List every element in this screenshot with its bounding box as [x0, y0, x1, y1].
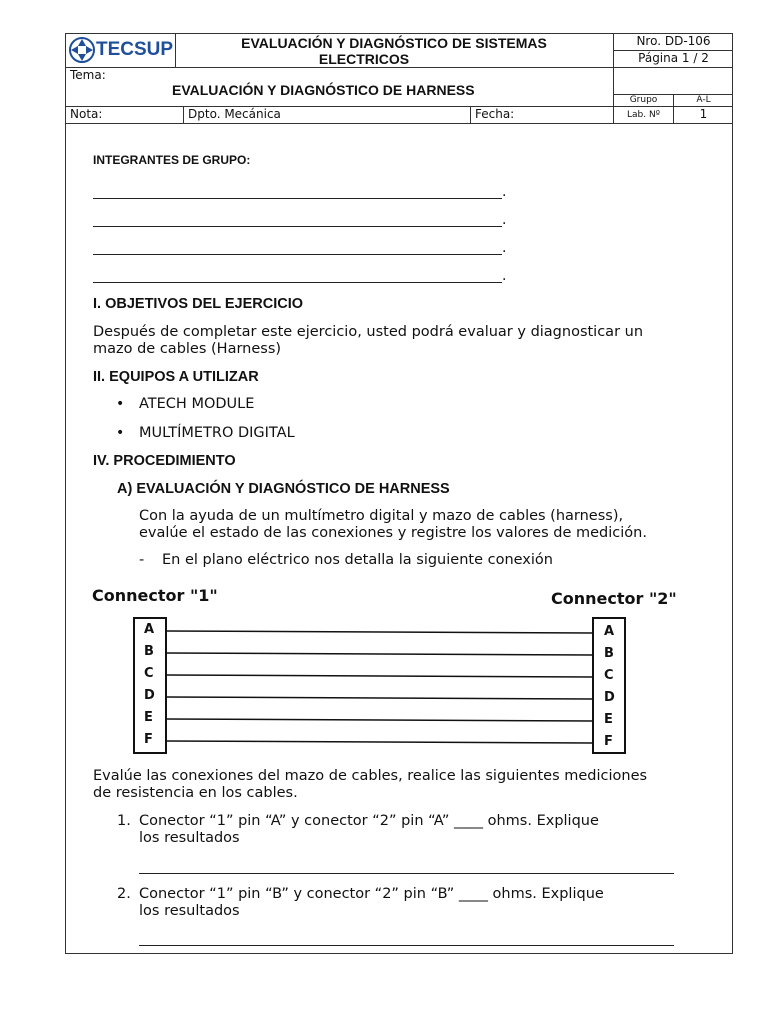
dash-marker: -: [139, 552, 145, 568]
integrante-line-dot-4: .: [502, 268, 507, 284]
wire-e: [166, 719, 593, 721]
question-2: [139, 886, 669, 920]
header-divider-2: [65, 106, 733, 107]
objetivos-line2: mazo de cables (Harness): [93, 341, 282, 357]
tecsup-logo: [68, 36, 172, 64]
page-number: Página 1 / 2: [638, 51, 709, 65]
wire-f: [166, 741, 593, 743]
wire-b: [166, 653, 593, 655]
header-title: [176, 35, 612, 67]
header-vline-nota: [183, 106, 184, 123]
connector-2-pin-b: B: [604, 646, 614, 661]
subsection-a-line1: Con la ayuda de un multímetro digital y mazo de cables (harness),: [139, 508, 624, 524]
wire-a: [166, 631, 593, 633]
grupo-label: Grupo: [629, 95, 658, 105]
header-divider-3: [65, 123, 733, 124]
section-equipos-title: II. EQUIPOS A UTILIZAR: [93, 369, 259, 385]
fecha-label: Fecha:: [475, 107, 515, 121]
integrante-line-dot-1: .: [502, 184, 507, 200]
connector-2-pin-f: F: [604, 734, 613, 749]
evalue-line1: Evalúe las conexiones del mazo de cables, realice las siguientes mediciones: [93, 768, 648, 784]
section-objetivos-text: [93, 324, 723, 358]
section-procedimiento-title: IV. PROCEDIMIENTO: [93, 453, 236, 469]
header-title-line1: EVALUACIÓN Y DIAGNÓSTICO DE SISTEMAS: [241, 35, 547, 51]
equipo-bullet-1: •: [116, 396, 125, 412]
connector-2-pin-a: A: [604, 624, 615, 639]
integrante-line-1[interactable]: [93, 198, 502, 199]
integrante-line-4[interactable]: [93, 282, 502, 283]
connector-1-pin-b: B: [144, 644, 154, 659]
subsection-a-text: [139, 508, 719, 542]
lab-label: Lab. Nº: [627, 110, 660, 120]
question-2-line2: los resultados: [139, 903, 240, 919]
connector-2-pin-e: E: [604, 712, 613, 727]
integrantes-label: INTEGRANTES DE GRUPO:: [93, 153, 251, 167]
connector-1-label: Connector "1": [92, 586, 218, 605]
wire-d: [166, 697, 593, 699]
tema-value-wrap: [172, 82, 612, 98]
subsection-a-title: A) EVALUACIÓN Y DIAGNÓSTICO DE HARNESS: [117, 481, 450, 497]
harness-diagram: [130, 615, 630, 757]
tecsup-logo-icon: [68, 36, 96, 64]
question-2-number: 2.: [117, 886, 131, 902]
integrante-line-3[interactable]: [93, 254, 502, 255]
lab-value: 1: [699, 107, 708, 121]
question-1-answer-line[interactable]: [139, 873, 674, 874]
integrante-line-2[interactable]: [93, 226, 502, 227]
evalue-text: [93, 768, 711, 802]
connector-1-pin-d: D: [144, 688, 155, 703]
header-vline-fecha: [470, 106, 471, 123]
connector-2-label: Connector "2": [551, 589, 677, 608]
tema-value: EVALUACIÓN Y DIAGNÓSTICO DE HARNESS: [172, 82, 475, 98]
question-1-number: 1.: [117, 813, 131, 829]
evalue-line2: de resistencia en los cables.: [93, 785, 298, 801]
question-1-line2: los resultados: [139, 830, 240, 846]
wire-c: [166, 675, 593, 677]
connector-1-pin-c: C: [144, 666, 154, 681]
doc-number: Nro. DD-106: [636, 34, 711, 48]
integrante-line-dot-2: .: [502, 212, 507, 228]
connector-1-pin-e: E: [144, 710, 153, 725]
connector-2-pin-d: D: [604, 690, 615, 705]
section-objetivos-title: I. OBJETIVOS DEL EJERCICIO: [93, 296, 304, 312]
harness-wires: [166, 631, 593, 743]
question-2-line1: Conector “1” pin “B” y conector “2” pin “B” ____ ohms. Explique: [139, 886, 604, 902]
tecsup-logo-text: TECSUP: [96, 39, 174, 60]
equipo-item-1: ATECH MODULE: [139, 396, 255, 412]
connector-1-pin-a: A: [144, 622, 155, 637]
connector-2-pin-c: C: [604, 668, 614, 683]
equipo-item-2: MULTÍMETRO DIGITAL: [139, 425, 295, 441]
question-2-answer-line[interactable]: [139, 945, 674, 946]
question-1: [139, 813, 669, 847]
header-title-line2: ELECTRICOS: [318, 51, 410, 67]
objetivos-line1: Después de completar este ejercicio, usted podrá evaluar y diagnosticar un: [93, 324, 644, 340]
grupo-value: A-L: [696, 95, 711, 105]
nota-label: Nota:: [70, 107, 103, 121]
integrante-line-dot-3: .: [502, 240, 507, 256]
subsection-a-line2: evalúe el estado de las conexiones y registre los valores de medición.: [139, 525, 647, 541]
question-1-line1: Conector “1” pin “A” y conector “2” pin “A” ____ ohms. Explique: [139, 813, 599, 829]
header-divider-1: [65, 67, 733, 68]
connector-1-pin-f: F: [144, 732, 153, 747]
dpto-value: Dpto. Mecánica: [188, 107, 281, 121]
equipo-bullet-2: •: [116, 425, 125, 441]
dash-item-text: En el plano eléctrico nos detalla la siguiente conexión: [162, 552, 553, 568]
tema-label: Tema:: [70, 68, 106, 82]
